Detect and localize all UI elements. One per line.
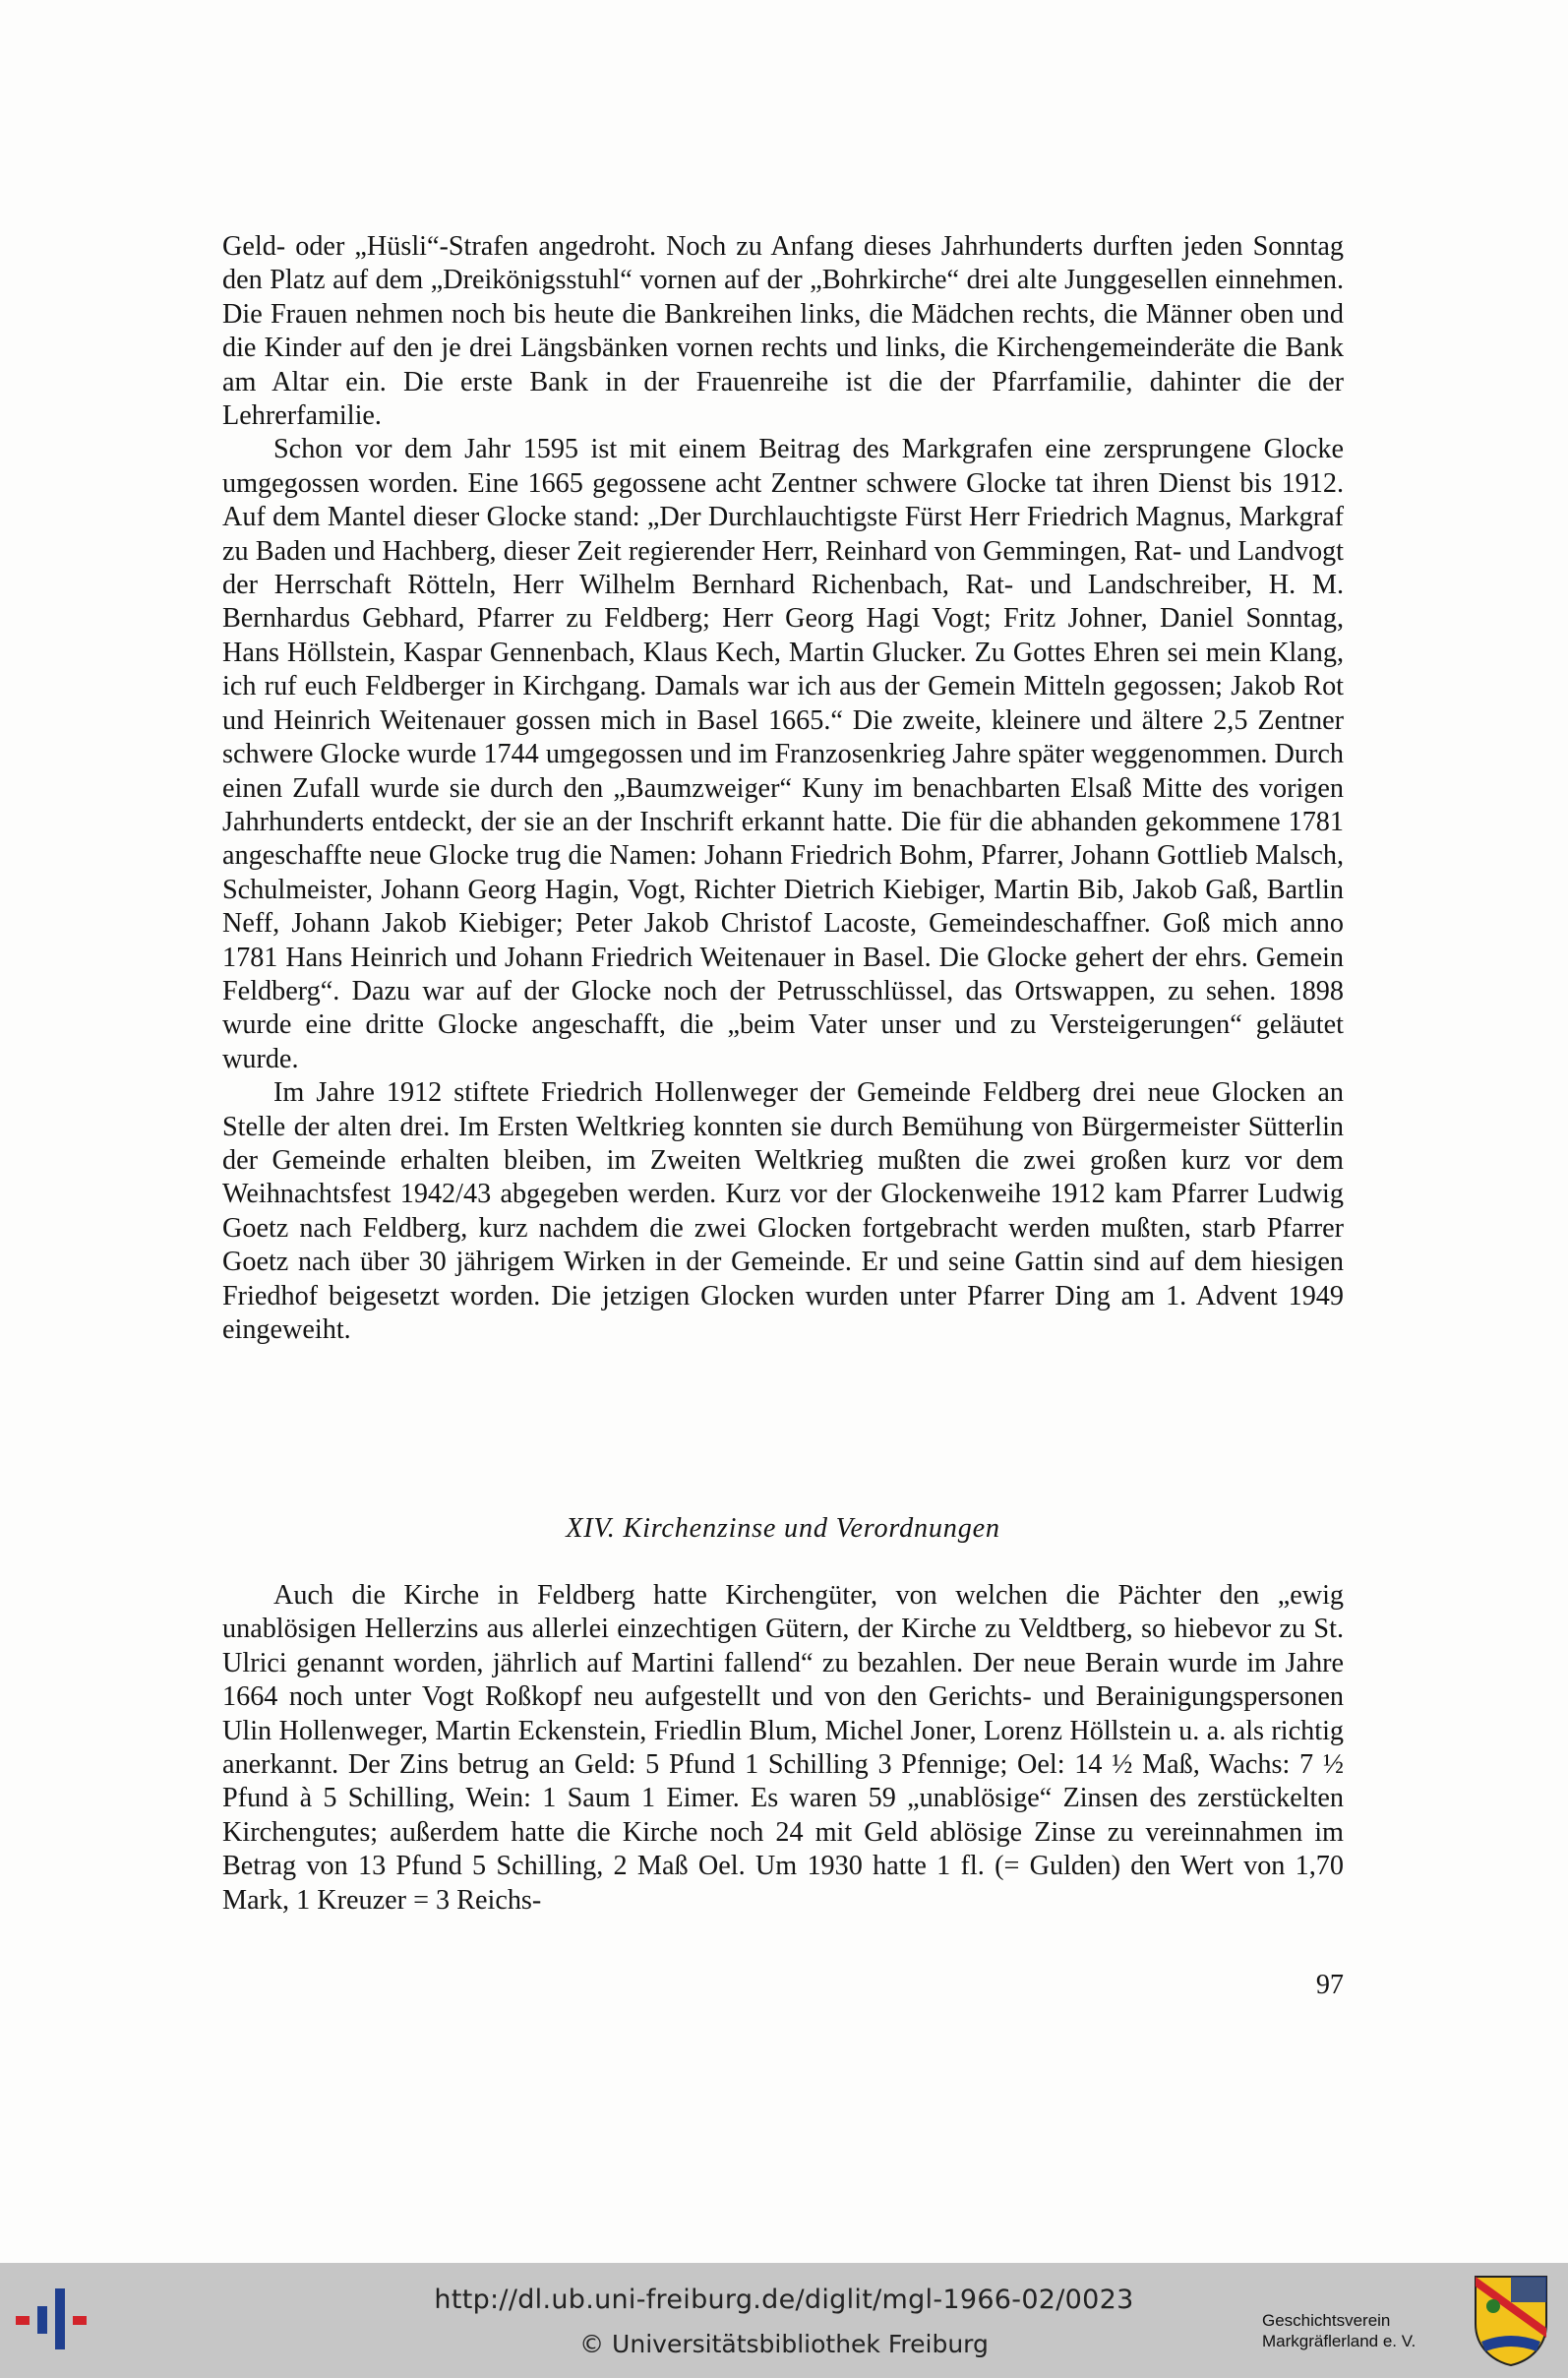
paragraph: Schon vor dem Jahr 1595 ist mit einem Beitrag des Markgrafen eine zersprungene Glocke umgegossen worden. Eine 1665 gegossene acht Zentner schwere Glocke tat ihren Dienst bis 1912. Auf dem Mantel dieser Glocke stand: „Der Durchlauchtigste Fürst Herr Friedrich Magnus, Markgraf zu Baden und Hachberg, dieser Zeit regierender Herr, Reinhard von Gemmingen, Rat- und Landvogt der Herrschaft Rötteln, Herr Wilhelm Bernhard Richenbach, Rat- und Landschreiber, H. M. Bernhardus Gebhard, Pfarrer zu Feldberg; Herr Georg Hagi Vogt; Fritz Johner, Daniel Sonntag, Hans Höllstein, Kaspar Gennenbach, Klaus Kech, Martin Glucker. Zu Gottes Ehren sei mein Klang, ich ruf euch Feldberger in Kirchgang. Damals war ich aus der Gemein Mitteln gegossen; Jakob Rot und Heinrich Weitenauer gossen mich in Basel 1665.“ Die zweite, kleinere und ältere 2,5 Zentner schwere Glocke wurde 1744 umgegossen und im Franzosenkrieg Jahre später weggenommen. Durch einen Zufall wurde sie durch den „Baumzweiger“ Kuny im benachbarten Elsaß Mitte des vorigen Jahrhunderts entdeckt, der sie an der Inschrift erkannt hatte. Die für die abhanden gekommene 1781 angeschaffte neue Glocke trug die Namen: Johann Friedrich Bohm, Pfarrer, Johann Gottlieb Malsch, Schulmeister, Johann Georg Hagin, Vogt, Richter Dietrich Kiebiger, Martin Bib, Jakob Gaß, Bartlin Neff, Johann Jakob Kiebiger; Peter Jakob Christof Lacoste, Gemeindeschaffner. Goß mich anno 1781 Hans Heinrich und Johann Friedrich Weitenauer in Basel. Die Glocke gehert der ehrs. Gemein Feldberg“. Dazu war auf der Glocke noch der Petrusschlüssel, das Ortswappen, zu sehen. 1898 wurde eine dritte Glocke angeschafft, die „beim Vater unser und zu Versteigerungen“ geläutet wurde. <box>222 434 1344 1074</box>
copyright-notice: © Universitätsbibliothek Freiburg <box>579 2330 989 2358</box>
viewer-footer <box>0 2263 1568 2378</box>
paragraph: Im Jahre 1912 stiftete Friedrich Hollenweger der Gemeinde Feldberg drei neue Glocken an Stelle der alten drei. Im Ersten Weltkrieg konnten sie durch Bemühung von Bürgermeister Sütterlin der Gemeinde erhalten bleiben, im Zweiten Weltkrieg mußten die zwei großen kurz vor dem Weihnachtsfest 1942/43 abgegeben werden. Kurz vor der Glockenweihe 1912 kam Pfarrer Ludwig Goetz nach Feldberg, kurz nachdem die zwei Glocken fortgebracht werden mußten, starb Pfarrer Goetz nach über 30 jährigem Wirken in der Gemeinde. Er und seine Gattin sind auf dem hiesigen Friedhof beigesetzt worden. Die jetzigen Glocken wurden unter Pfarrer Ding am 1. Advent 1949 eingeweiht. <box>222 1077 1344 1345</box>
society-line-2: Markgräflerland e. V. <box>1262 2332 1417 2350</box>
society-line-1: Geschichtsverein <box>1262 2311 1391 2330</box>
paragraph: Geld- oder „Hüsli“-Strafen angedroht. Noch zu Anfang dieses Jahrhunderts durften jeden Sonntag den Platz auf dem „Dreikönigsstuhl“ vornen auf der „Bohrkirche“ drei alte Junggesellen einnehmen. Die Frauen nehmen noch bis heute die Bankreihen links, die Mädchen rechts, die Männer oben und die Kinder auf den je drei Längsbänken vornen rechts und links, die Kirchengemeinderäte die Bank am Altar ein. Die erste Bank in der Frauenreihe ist die der Pfarrfamilie, dahinter die der Lehrerfamilie. <box>222 231 1344 432</box>
body-text-top <box>222 230 1344 1347</box>
coat-of-arms-icon <box>1472 2273 1550 2367</box>
page-number: 97 <box>1315 1970 1344 2000</box>
body-text-bottom <box>222 1579 1344 1918</box>
paragraph: Auch die Kirche in Feldberg hatte Kirchengüter, von welchen die Pächter den „ewig unablösigen Hellerzins aus allerlei einzechtigen Gütern, der Kirche zu Veldtberg, so hiebevor zu St. Ulrici genannt worden, jährlich auf Martini fallend“ zu bezahlen. Der neue Berain wurde im Jahre 1664 noch unter Vogt Roßkopf neu aufgestellt und von den Gerichts- und Berainigungspersonen Ulin Hollenweger, Martin Eckenstein, Friedlin Blum, Michel Joner, Lorenz Höllstein u. a. als richtig anerkannt. Der Zins betrug an Geld: 5 Pfund 1 Schilling 3 Pfennige; Oel: 14 ½ Maß, Wachs: 7 ½ Pfund à 5 Schilling, Wein: 1 Saum 1 Eimer. Es waren 59 „unablösige“ Zinsen des zerstückelten Kirchengutes; außerdem hatte die Kirche noch 24 mit Geld ablösige Zinse zu vereinnahmen im Betrag von 13 Pfund 5 Schilling, 2 Maß Oel. Um 1930 hatte 1 fl. (= Gulden) den Wert von 1,70 Mark, 1 Kreuzer = 3 Reichs- <box>222 1580 1344 1916</box>
section-heading: XIV. Kirchenzinse und Verordnungen <box>566 1513 1000 1544</box>
society-name <box>1262 2310 1459 2351</box>
permalink-url[interactable]: http://dl.ub.uni-freiburg.de/diglit/mgl-1966-02/0023 <box>434 2285 1134 2315</box>
